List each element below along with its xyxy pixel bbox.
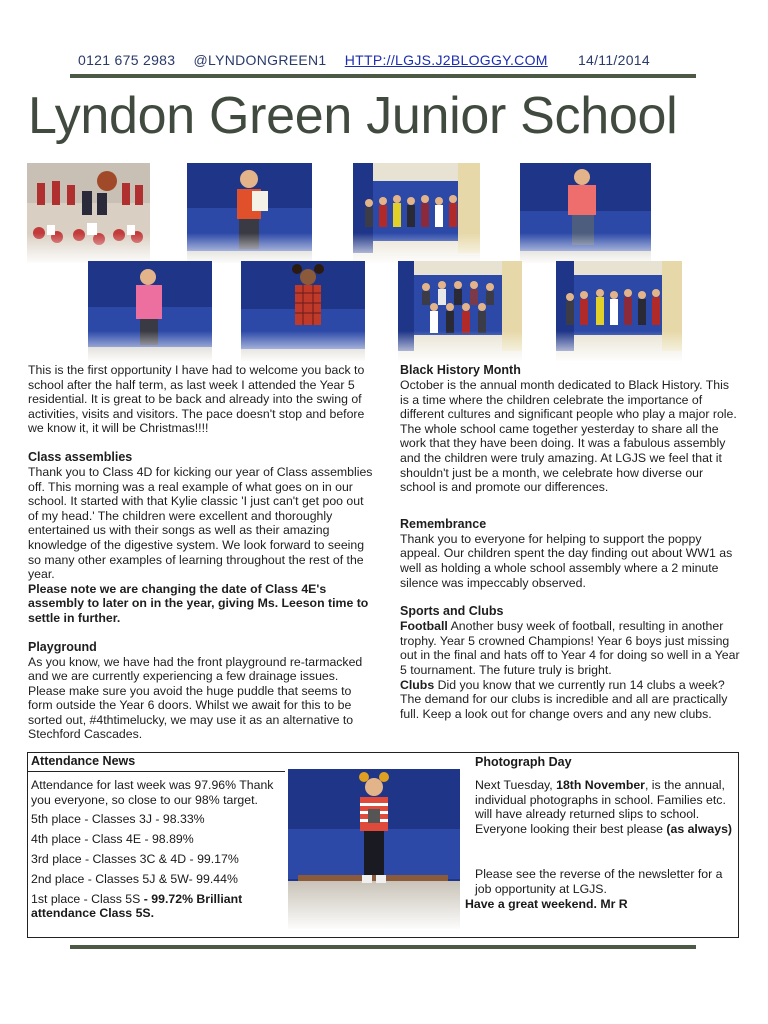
football-body: Another busy week of football, resulting in another trophy. Year 5 crowned Champions! Year 6 boys just missing out in the final and hats off to Year 4 for doing so well in a Year 5 tournament. The future truly is bright. — [400, 619, 740, 677]
right-column — [400, 363, 740, 721]
photograph-day-body — [475, 778, 737, 837]
top-rule — [70, 74, 696, 78]
photo-pupil-certificate — [187, 163, 312, 263]
newsletter-date: 14/11/2014 — [577, 52, 650, 68]
photo-group-class — [398, 261, 522, 361]
phone-number: 0121 675 2983 — [78, 52, 176, 68]
photo-pupil-trophy — [288, 769, 460, 929]
class-assemblies-body: Thank you to Class 4D for kicking our year of Class assemblies off. This morning was a real example of what goes on in our school. It started with that Kylie classic 'I just can't get poo out of my head.' The children were excellent and thoroughly entertained us with their songs as well as their amazing knowledge of the digestive system. We look forward to seeing so many other examples of learning throughout the rest of the year. — [28, 464, 373, 582]
photo-group-sports — [556, 261, 682, 361]
left-column — [28, 363, 374, 742]
bottom-rule — [70, 945, 696, 949]
sports-heading: Sports and Clubs — [400, 604, 504, 619]
reverse-note: Please see the reverse of the newsletter for a job opportunity at LGJS. — [475, 866, 723, 896]
blog-link[interactable]: HTTP://LGJS.J2BLOGGY.COM — [344, 52, 548, 68]
clubs-body: Did you know that we currently run 14 clubs a week? The demand for our clubs is incredible and all are practically full. Keep a look out for change overs and any new clubs. — [400, 677, 728, 721]
photo-pupil-pink — [88, 261, 212, 361]
photo-group-kits — [353, 163, 480, 263]
class-assemblies-note: Please note we are changing the date of Class 4E's assembly to later on in the year, giving Ms. Leeson time to settle in further. — [28, 581, 369, 625]
attendance-place: 2nd place - Classes 5J & 5W- 99.44% — [31, 871, 238, 886]
attendance-first-place — [31, 892, 286, 922]
black-history-body: October is the annual month dedicated to Black History. This is a time where the children celebrate the importance of different cultures and significant people who play a major role. The whole school came together yesterday to share all the work that they have been doing. It was a fabulous assembly and the children were truly amazing. At LGJS we feel that it shouldn't just be a month, we celebrate how diverse our school is and promote our differences. — [400, 378, 737, 495]
attendance-place: 5th place - Classes 3J - 98.33% — [31, 812, 205, 827]
class-assemblies-heading: Class assemblies — [28, 449, 133, 464]
playground-heading: Playground — [28, 639, 97, 654]
clubs-label: Clubs — [400, 677, 435, 692]
photo-body-prefix: Next Tuesday, — [475, 777, 557, 792]
contact-line — [78, 52, 698, 68]
photograph-day-panel — [465, 755, 737, 911]
photo-body-suffix: , is the annual, individual photographs in school. Families etc. will have already returned slips to school. Everyone looking their best please — [475, 777, 726, 837]
first-place-bold: - 99.72% Brilliant attendance Class 5S. — [31, 891, 243, 921]
photo-day-date: 18th November — [556, 777, 645, 792]
photo-body-bold: (as always) — [666, 822, 733, 837]
school-title: Lyndon Green Junior School — [28, 87, 678, 145]
photo-pupil-tartan — [241, 261, 365, 361]
first-place-prefix: 1st place - Class 5S — [31, 891, 144, 906]
football-paragraph — [400, 619, 740, 677]
playground-body: As you know, we have had the front playground re-tarmacked and we are currently experiencing a few drainage issues. Please make sure you avoid the huge puddle that seems to form outside the Year 6 doors. Whilst we await for this to be sorted out, #4thtimelucky, we may use it as an alternative to Stechford Cascades. — [28, 654, 363, 742]
attendance-heading: Attendance News — [28, 754, 285, 772]
attendance-place: 3rd place - Classes 3C & 4D - 99.17% — [31, 851, 239, 866]
photo-pupil-medal — [520, 163, 651, 263]
twitter-handle: @LYNDONGREEN1 — [193, 52, 327, 68]
football-label: Football — [400, 619, 448, 634]
signoff: Have a great weekend. Mr R — [465, 896, 628, 911]
photo-assembly-group — [27, 163, 150, 263]
attendance-panel — [31, 754, 286, 921]
black-history-heading: Black History Month — [400, 363, 521, 377]
remembrance-body: Thank you to everyone for helping to support the poppy appeal. Our children spent the day finding out about WW1 as well as holding a whole school assembly where a 2 minute silence was impeccably observed. — [400, 531, 733, 590]
clubs-paragraph — [400, 678, 740, 722]
remembrance-heading: Remembrance — [400, 516, 487, 531]
photograph-day-heading: Photograph Day — [475, 755, 572, 769]
news-box — [27, 752, 739, 938]
intro-paragraph: This is the first opportunity I have had to welcome you back to school after the half term, as last week I attended the Year 5 residential. It is great to be back and already into the swing of activities, visits and visitors. The pace doesn't stop and before we know it, it will be Christmas!!!! — [28, 363, 365, 436]
attendance-intro: Attendance for last week was 97.96% Thank you everyone, so close to our 98% target. — [31, 777, 274, 807]
attendance-place: 4th place - Class 4E - 98.89% — [31, 832, 194, 847]
